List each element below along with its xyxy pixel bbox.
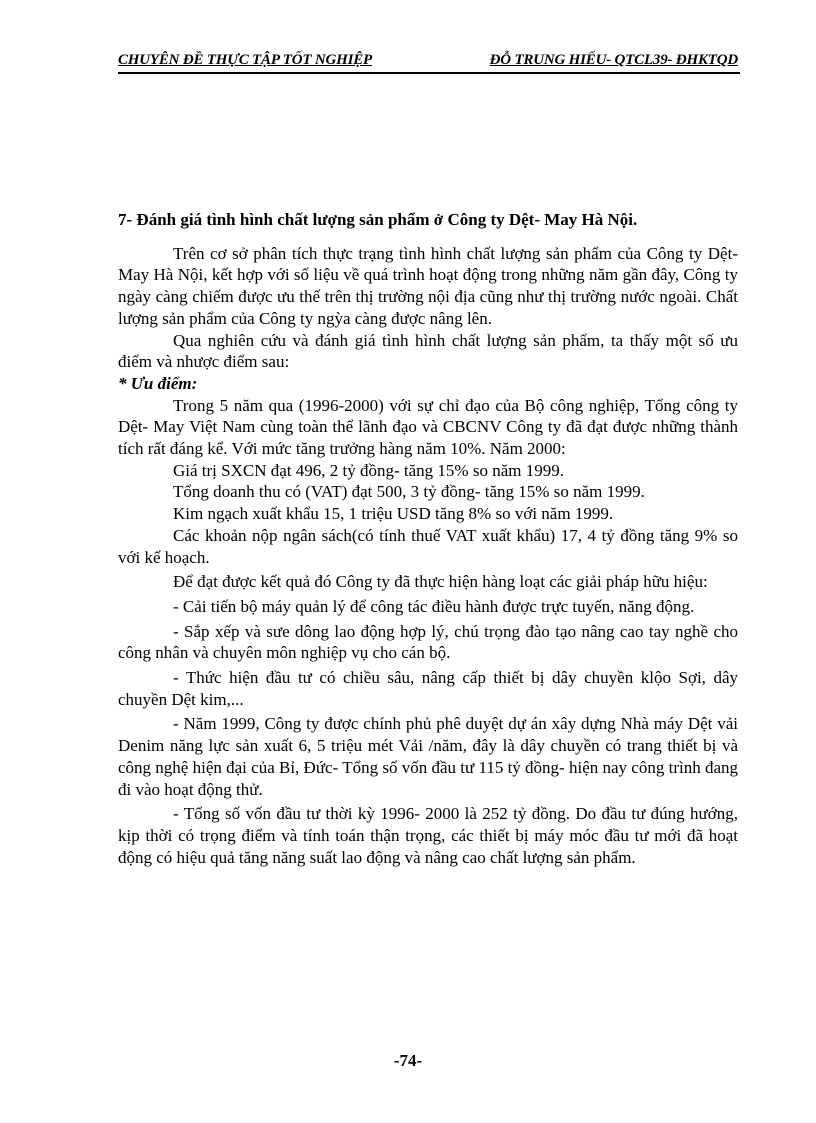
solution-item: - Năm 1999, Công ty được chính phủ phê duyệt dự án xây dựng Nhà máy Dệt vải Denim năng lực sản xuất 6, 5 triệu mét Vải /năm, đây là dây chuyền có trang thiết bị và công nghệ hiện đại của Bỉ, Đức- Tổng số vốn đầu tư 115 tỷ đồng- hiện nay công trình đang đi vào hoạt động thử. (118, 714, 738, 799)
stat-line: Kim ngạch xuất khẩu 15, 1 triệu USD tăng 8% so với năm 1999. (173, 504, 614, 524)
intro-paragraph: Trên cơ sở phân tích thực trạng tình hình chất lượng sản phẩm của Công ty Dệt- May Hà Nội, kết hợp với số liệu về quá trình hoạt động trong những năm gần đây, Công ty ngày càng chiếm được ưu thế trên thị trường nội địa cũng như thị trường nước ngoài. Chất lượng sản phẩm của Công ty ngỳa càng được nâng lên. (118, 243, 738, 328)
solution-item: - Tổng số vốn đầu tư thời kỳ 1996- 2000 là 252 tỷ đồng. Do đầu tư đúng hướng, kịp thời có trọng điểm và tính toán thận trọng, các thiết bị máy móc đầu tư mới đã hoạt động có hiệu quả tăng năng suất lao động và nâng cao chất lượng sản phẩm. (118, 804, 738, 867)
stat-line: Tổng doanh thu có (VAT) đạt 500, 3 tỷ đồng- tăng 15% so năm 1999. (173, 482, 645, 502)
page-number: -74- (393, 1051, 423, 1070)
stat-line: Giá trị SXCN đạt 496, 2 tỷ đồng- tăng 15% so năm 1999. (173, 460, 564, 480)
intro-paragraph: Qua nghiên cứu và đánh giá tình hình chất lượng sản phẩm, ta thấy một số ưu điểm và nhược điểm sau: (118, 330, 738, 372)
header-document-title: CHUYÊN ĐỀ THỰC TẬP TỐT NGHIỆP (118, 52, 373, 68)
solution-item: - Sắp xếp và sưe dông lao động hợp lý, chú trọng đào tạo nâng cao tay nghề cho công nhân và chuyên môn nghiệp vụ cho cán bộ. (118, 621, 738, 663)
section-title: 7- Đánh giá tình hình chất lượng sản phẩm ở Công ty Dệt- May Hà Nội. (118, 210, 638, 229)
document-body (118, 209, 738, 868)
budget-paragraph: Các khoản nộp ngân sách(có tính thuế VAT xuất khẩu) 17, 4 tỷ đồng tăng 9% so với kế hoạch. (118, 525, 738, 567)
advantage-intro-paragraph: Trong 5 năm qua (1996-2000) với sự chỉ đạo của Bộ công nghiệp, Tổng công ty Dệt- May Việt Nam cùng toàn thể lãnh đạo và CBCNV Công ty đã đạt được những thành tích rất đáng kể. Với mức tăng trưởng hàng năm 10%. Năm 2000: (118, 395, 738, 459)
advantages-subheading: * Ưu điểm: (118, 373, 198, 393)
solution-item: - Thức hiện đầu tư có chiều sâu, nâng cấp thiết bị dây chuyền klộo Sợi, dây chuyền Dệt kim,... (118, 668, 738, 709)
solution-item: - Cải tiến bộ máy quản lý để công tác điều hành được trực tuyến, năng động. (173, 596, 695, 616)
header-author: ĐỖ TRUNG HIẾU- QTCL39- ĐHKTQD (489, 52, 738, 68)
page-header (118, 50, 740, 74)
solutions-intro-paragraph: Để đạt được kết quả đó Công ty đã thực hiện hàng loạt các giải pháp hữu hiệu: (173, 572, 708, 592)
